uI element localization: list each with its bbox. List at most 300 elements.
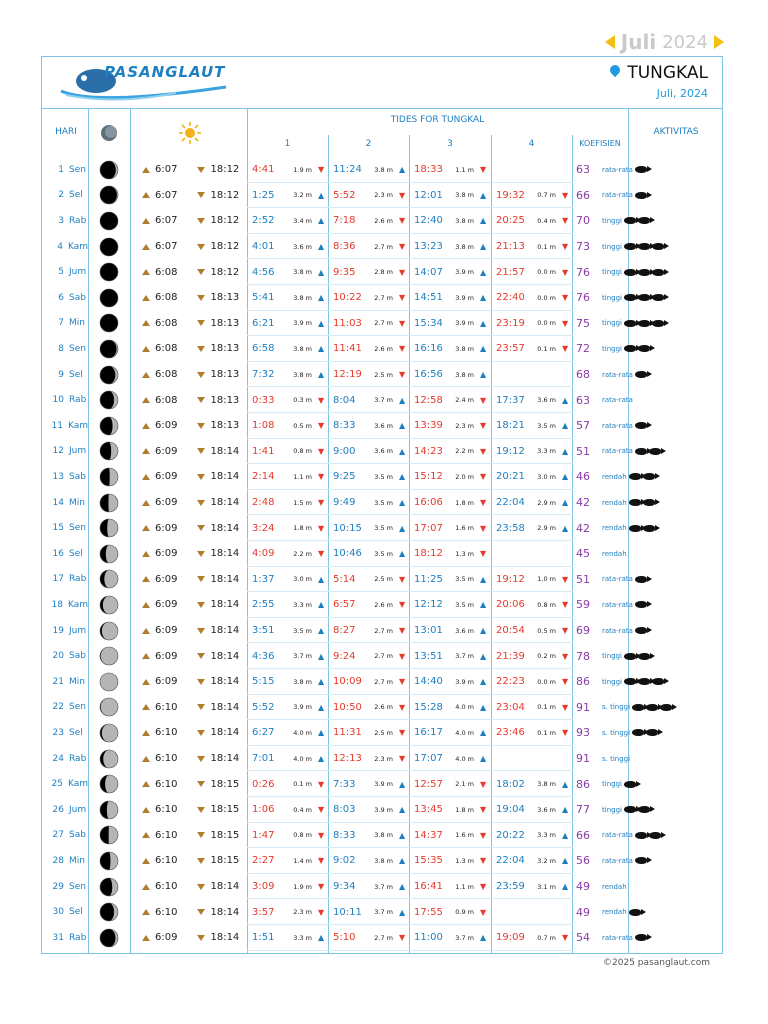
activity: [602, 874, 722, 900]
day-cell: [48, 439, 88, 465]
tide-cell: [333, 925, 413, 951]
high-tide-icon: ▲: [318, 754, 325, 764]
sunset-icon: [197, 576, 205, 582]
col-tide-4: 4: [528, 139, 535, 149]
tide-height: 0.5 m: [537, 626, 556, 635]
sunrise-icon: [142, 295, 150, 301]
fish-icon: [638, 678, 650, 685]
sunrise-time: 6:07: [155, 164, 178, 176]
activity-label: rata-rata: [602, 626, 633, 635]
activity: [602, 259, 722, 285]
activity-label: s. tinggi: [602, 728, 631, 737]
day-number: 11: [51, 420, 63, 431]
low-tide-icon: ▼: [399, 190, 406, 200]
sun-times: [142, 899, 242, 925]
low-tide-icon: ▼: [318, 498, 325, 508]
tide-cell: [414, 413, 494, 439]
sunrise-icon: [142, 244, 150, 250]
sun-times: [142, 387, 242, 413]
sunset-time: 18:14: [210, 497, 240, 509]
coefficient: 91: [576, 752, 590, 766]
sun-times: [142, 311, 242, 337]
tide-time: 11:03: [333, 317, 362, 329]
tide-cell: [333, 720, 413, 746]
tide-cell: [252, 541, 332, 567]
sunrise-time: 6:10: [155, 829, 178, 841]
tide-cell: [252, 464, 332, 490]
sunset-time: 18:14: [210, 753, 240, 765]
tide-cell: [333, 413, 413, 439]
tide-time: 23:46: [496, 727, 525, 739]
activity-label: rata-rata: [602, 370, 633, 379]
sunrise-time: 6:07: [155, 241, 178, 253]
activity: [602, 771, 722, 797]
sunrise-icon: [142, 218, 150, 224]
tide-time: 11:31: [333, 727, 362, 739]
moon-phase-icon: [98, 439, 120, 465]
high-tide-icon: ▲: [480, 293, 487, 303]
table-row: [42, 618, 722, 644]
high-tide-icon: ▲: [480, 754, 487, 764]
day-cell: [48, 311, 88, 337]
high-tide-icon: ▲: [399, 165, 406, 175]
tide-cell: [496, 439, 576, 465]
coefficient: 86: [576, 777, 590, 791]
tide-height: 3.5 m: [537, 421, 556, 430]
activity-label: tinggi: [602, 268, 622, 277]
high-tide-icon: ▲: [480, 677, 487, 687]
activity-label: rata-rata: [602, 447, 633, 456]
tide-cell: [252, 234, 332, 260]
table-row: [42, 771, 722, 797]
high-tide-icon: ▲: [480, 370, 487, 380]
coefficient: 91: [576, 700, 590, 714]
low-tide-icon: ▼: [562, 702, 569, 712]
tide-time: 12:40: [414, 215, 443, 227]
sun-times: [142, 925, 242, 951]
tide-cell: [252, 362, 332, 388]
tide-height: 3.8 m: [374, 165, 393, 174]
sunset-time: 18:12: [210, 189, 240, 201]
tide-height: 0.1 m: [537, 242, 556, 251]
moon-phase-icon: [98, 848, 120, 874]
day-cell: [48, 618, 88, 644]
moon-phase-icon: [98, 874, 120, 900]
moon-phase-icon: [98, 285, 120, 311]
col-tides: TIDES FOR TUNGKAL: [390, 115, 485, 125]
tide-height: 4.0 m: [293, 754, 312, 763]
tide-time: 9:02: [333, 855, 356, 867]
coefficient: 59: [576, 598, 590, 612]
high-tide-icon: ▲: [399, 805, 406, 815]
tide-cell: [333, 669, 413, 695]
day-number: 13: [52, 471, 64, 482]
tide-height: 1.9 m: [293, 882, 312, 891]
tide-time: 1:47: [252, 829, 275, 841]
activity-label: rendah: [602, 498, 627, 507]
fish-icon: [635, 371, 647, 378]
tide-cell: [496, 823, 576, 849]
day-number: 16: [52, 548, 64, 559]
fish-icon: [635, 627, 647, 634]
tide-time: 5:52: [252, 701, 275, 713]
moon-phase-icon: [98, 720, 120, 746]
tide-cell: [414, 592, 494, 618]
high-tide-icon: ▲: [318, 190, 325, 200]
moon-phase-icon: [98, 746, 120, 772]
activity: [602, 720, 722, 746]
low-tide-icon: ▼: [480, 779, 487, 789]
day-cell: [48, 848, 88, 874]
low-tide-icon: ▼: [480, 805, 487, 815]
activity: [602, 439, 722, 465]
fish-icon: [652, 320, 664, 327]
tide-cell: [414, 618, 494, 644]
tide-time: 3:09: [252, 881, 275, 893]
moon-phase-icon: [98, 490, 120, 516]
fish-icon: [635, 166, 647, 173]
tide-time: 6:58: [252, 343, 275, 355]
sunrise-icon: [142, 423, 150, 429]
tide-cell: [333, 848, 413, 874]
activity: [602, 899, 722, 925]
coefficient: 66: [576, 188, 590, 202]
sunrise-icon: [142, 909, 150, 915]
day-name: Rab: [69, 395, 87, 406]
fish-icon: [629, 525, 641, 532]
day-number: 6: [58, 292, 64, 303]
tide-height: 1.5 m: [293, 498, 312, 507]
moon-phase-icon: [98, 899, 120, 925]
tide-cell: [496, 413, 576, 439]
moon-phase-icon: [98, 311, 120, 337]
tide-time: 3:57: [252, 906, 275, 918]
tide-height: 3.8 m: [293, 268, 312, 277]
tide-time: 8:33: [333, 420, 356, 432]
tide-cell: [496, 311, 576, 337]
activity-label: tinggi: [602, 805, 622, 814]
day-cell: [48, 285, 88, 311]
tide-time: 16:41: [414, 881, 443, 893]
day-number: 24: [52, 753, 64, 764]
sunrise-icon: [142, 858, 150, 864]
high-tide-icon: ▲: [318, 293, 325, 303]
activity: [602, 157, 722, 183]
tide-cell: [333, 183, 413, 209]
tide-cell: [252, 311, 332, 337]
sunset-icon: [197, 372, 205, 378]
moon-phase-icon: [98, 157, 120, 183]
tide-cell: [414, 387, 494, 413]
low-tide-icon: ▼: [399, 702, 406, 712]
tide-cell: [252, 823, 332, 849]
low-tide-icon: ▼: [562, 344, 569, 354]
tide-time: 13:45: [414, 804, 443, 816]
tide-time: 10:09: [333, 676, 362, 688]
tide-time: 18:02: [496, 778, 525, 790]
tide-time: 13:23: [414, 241, 443, 253]
day-name: Sel: [69, 190, 83, 201]
tide-height: 2.5 m: [374, 370, 393, 379]
tide-time: 20:06: [496, 599, 525, 611]
tide-table-frame: [41, 56, 723, 954]
fish-icon: [624, 269, 636, 276]
tide-cell: [496, 336, 576, 362]
tide-height: 3.8 m: [293, 370, 312, 379]
tide-cell: [496, 695, 576, 721]
low-tide-icon: ▼: [318, 549, 325, 559]
tide-height: 3.7 m: [374, 396, 393, 405]
tide-time: 0:33: [252, 394, 275, 406]
tide-cell: [252, 336, 332, 362]
tide-height: 2.7 m: [374, 293, 393, 302]
low-tide-icon: ▼: [318, 395, 325, 405]
low-tide-icon: ▼: [318, 779, 325, 789]
high-tide-icon: ▲: [480, 933, 487, 943]
tide-height: 0.8 m: [537, 600, 556, 609]
tide-height: 3.9 m: [455, 268, 474, 277]
day-number: 26: [52, 804, 64, 815]
day-cell: [48, 208, 88, 234]
tide-height: 0.1 m: [537, 344, 556, 353]
day-name: Jum: [69, 804, 87, 815]
sun-times: [142, 234, 242, 260]
moon-phase-icon: [98, 592, 120, 618]
sunrise-icon: [142, 346, 150, 352]
low-tide-icon: ▼: [399, 293, 406, 303]
tide-cell: [333, 336, 413, 362]
moon-phase-icon: [98, 669, 120, 695]
sunrise-icon: [142, 500, 150, 506]
sunrise-time: 6:09: [155, 932, 178, 944]
day-number: 17: [52, 574, 64, 585]
next-month-arrow-icon[interactable]: [714, 35, 724, 49]
tide-cell: [252, 848, 332, 874]
tide-height: 3.5 m: [374, 549, 393, 558]
tide-cell: [496, 234, 576, 260]
tide-time: 19:32: [496, 189, 525, 201]
tide-time: 0:26: [252, 778, 275, 790]
day-cell: [48, 771, 88, 797]
sun-times: [142, 874, 242, 900]
tide-height: 0.4 m: [537, 216, 556, 225]
high-tide-icon: ▲: [480, 267, 487, 277]
sunset-icon: [197, 167, 205, 173]
fish-icon: [638, 243, 650, 250]
coefficient: 78: [576, 649, 590, 663]
tide-time: 5:15: [252, 676, 275, 688]
activity-label: tinggi: [602, 216, 622, 225]
low-tide-icon: ▼: [480, 165, 487, 175]
fish-icon: [632, 704, 644, 711]
sunset-icon: [197, 218, 205, 224]
tide-cell: [414, 515, 494, 541]
tide-time: 4:56: [252, 266, 275, 278]
tide-height: 0.0 m: [537, 319, 556, 328]
sunset-icon: [197, 448, 205, 454]
tide-cell: [496, 643, 576, 669]
sunset-time: 18:13: [210, 292, 240, 304]
moon-phase-icon: [98, 925, 120, 951]
tide-time: 11:00: [414, 932, 443, 944]
activity: [602, 234, 722, 260]
tide-time: 2:14: [252, 471, 275, 483]
sunset-icon: [197, 474, 205, 480]
location-pin-icon: [608, 63, 622, 77]
sunset-icon: [197, 781, 205, 787]
sunrise-icon: [142, 397, 150, 403]
tide-height: 3.1 m: [537, 882, 556, 891]
coefficient: 49: [576, 880, 590, 894]
high-tide-icon: ▲: [480, 216, 487, 226]
sun-times: [142, 695, 242, 721]
day-name: Sen: [69, 523, 86, 534]
tide-height: 3.9 m: [374, 780, 393, 789]
sunset-time: 18:14: [210, 548, 240, 560]
tide-time: 9:49: [333, 497, 356, 509]
low-tide-icon: ▼: [399, 754, 406, 764]
prev-month-arrow-icon[interactable]: [605, 35, 615, 49]
tide-time: 12:01: [414, 189, 443, 201]
day-name: Min: [69, 676, 85, 687]
tide-height: 4.0 m: [293, 728, 312, 737]
sunset-time: 18:15: [210, 778, 240, 790]
high-tide-icon: ▲: [562, 882, 569, 892]
high-tide-icon: ▲: [318, 626, 325, 636]
tide-cell: [252, 874, 332, 900]
tide-time: 8:33: [333, 829, 356, 841]
tide-height: 3.9 m: [293, 703, 312, 712]
tide-cell: [333, 311, 413, 337]
day-name: Sel: [69, 548, 83, 559]
sunrise-time: 6:08: [155, 394, 178, 406]
tide-cell: [252, 515, 332, 541]
tide-height: 3.8 m: [293, 344, 312, 353]
high-tide-icon: ▲: [480, 574, 487, 584]
fish-icon: [638, 294, 650, 301]
tide-cell: [333, 259, 413, 285]
activity-label: rata-rata: [602, 831, 633, 840]
tide-cell: [333, 464, 413, 490]
activity-label: rata-rata: [602, 396, 633, 405]
sun-times: [142, 746, 242, 772]
day-cell: [48, 669, 88, 695]
tide-cell: [252, 387, 332, 413]
tide-time: 16:17: [414, 727, 443, 739]
high-tide-icon: ▲: [399, 395, 406, 405]
low-tide-icon: ▼: [562, 626, 569, 636]
tide-cell: [414, 720, 494, 746]
sunset-time: 18:14: [210, 599, 240, 611]
sun-times: [142, 720, 242, 746]
tide-cell: [414, 567, 494, 593]
day-cell: [48, 464, 88, 490]
moon-phase-icon: [98, 208, 120, 234]
sun-times: [142, 183, 242, 209]
tide-time: 9:34: [333, 881, 356, 893]
tide-cell: [333, 567, 413, 593]
tide-height: 0.4 m: [293, 805, 312, 814]
tide-cell: [333, 618, 413, 644]
sunrise-time: 6:10: [155, 804, 178, 816]
low-tide-icon: ▼: [399, 574, 406, 584]
low-tide-icon: ▼: [480, 421, 487, 431]
coefficient: 42: [576, 521, 590, 535]
table-row: [42, 848, 722, 874]
high-tide-icon: ▲: [318, 216, 325, 226]
tide-time: 12:13: [333, 753, 362, 765]
day-cell: [48, 183, 88, 209]
sunset-time: 18:13: [210, 317, 240, 329]
coefficient: 93: [576, 726, 590, 740]
tide-time: 18:12: [414, 548, 443, 560]
table-row: [42, 592, 722, 618]
tide-time: 12:57: [414, 778, 443, 790]
tide-cell: [252, 643, 332, 669]
tide-cell: [414, 234, 494, 260]
high-tide-icon: ▲: [318, 242, 325, 252]
tide-time: 13:51: [414, 650, 443, 662]
coefficient: 76: [576, 265, 590, 279]
activity-label: tinggi: [602, 652, 622, 661]
tide-cell: [252, 746, 332, 772]
high-tide-icon: ▲: [399, 549, 406, 559]
tide-time: 5:52: [333, 189, 356, 201]
tide-height: 3.4 m: [293, 216, 312, 225]
table-row: [42, 720, 722, 746]
tide-height: 3.6 m: [455, 626, 474, 635]
sunset-icon: [197, 269, 205, 275]
low-tide-icon: ▼: [399, 933, 406, 943]
table-row: [42, 567, 722, 593]
sun-times: [142, 669, 242, 695]
high-tide-icon: ▲: [562, 805, 569, 815]
tide-time: 9:25: [333, 471, 356, 483]
tide-height: 1.1 m: [293, 472, 312, 481]
tide-height: 3.9 m: [455, 293, 474, 302]
tide-cell: [414, 771, 494, 797]
day-number: 21: [52, 676, 64, 687]
table-row: [42, 643, 722, 669]
sunset-time: 18:13: [210, 369, 240, 381]
day-number: 12: [52, 446, 64, 457]
high-tide-icon: ▲: [480, 651, 487, 661]
tide-time: 2:52: [252, 215, 275, 227]
fish-icon: [638, 217, 650, 224]
sunrise-time: 6:07: [155, 215, 178, 227]
tide-time: 6:27: [252, 727, 275, 739]
tide-height: 3.7 m: [455, 652, 474, 661]
moon-phase-icon: [98, 336, 120, 362]
fish-icon: [624, 320, 636, 327]
tide-height: 3.3 m: [293, 933, 312, 942]
sunset-icon: [197, 500, 205, 506]
activity-label: s. tinggi: [602, 703, 631, 712]
fish-icon: [646, 704, 658, 711]
fish-icon: [638, 269, 650, 276]
tide-cell: [333, 285, 413, 311]
high-tide-icon: ▲: [399, 472, 406, 482]
tide-cell: [414, 848, 494, 874]
tide-time: 21:57: [496, 266, 525, 278]
day-cell: [48, 336, 88, 362]
sunset-time: 18:14: [210, 881, 240, 893]
day-number: 18: [51, 599, 63, 610]
activity: [602, 848, 722, 874]
low-tide-icon: ▼: [562, 728, 569, 738]
activity: [602, 387, 722, 413]
activity: [602, 618, 722, 644]
